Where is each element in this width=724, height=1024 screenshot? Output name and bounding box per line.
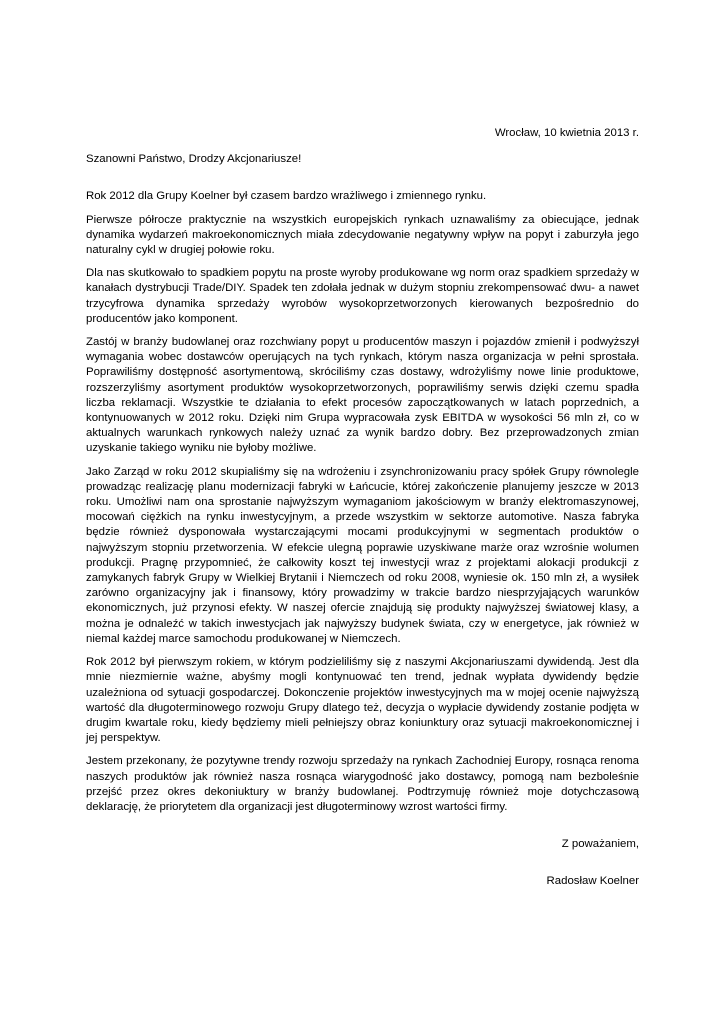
letter-page [86,126,639,890]
paragraph-6: Rok 2012 był pierwszym rokiem, w którym podzieliliśmy się z naszymi Akcjonariuszami dywidendą. Jest dla mnie niezmiernie ważne, abyśmy mogli kontynuować ten trend, jednak wypłata dywidendy będzie uzależniona od sytuacji gospodarczej. Dokonczenie projektów inwestycyjnych ma w mojej ocenie najwyższą wartość dla długoterminowego rozwoju Grupy dlatego też, decyzja o wypłacie dywidendy zostanie podjęta w drugim kwartale roku, kiedy będziemy mieli pełniejszy obraz koniunktury oraz sytuacji makroekonomicznej i jej perspektyw. [86,656,639,745]
paragraph-2: Pierwsze półrocze praktycznie na wszystkich europejskich rynkach uznawaliśmy za obiecujące, jednak dynamika wydarzeń makroekonomicznych miała zdecydowanie negatywny wpływ na popyt i zaburzyła jego naturalny cykl w drugiej połowie roku. [86,213,639,257]
letter-signature: Radosław Koelner [546,875,639,888]
paragraph-7: Jestem przekonany, że pozytywne trendy rozwoju sprzedaży na rynkach Zachodniej Europy, rosnąca renoma naszych produktów jak również nasza rosnąca wiarygodność jako dostawcy, pomogą nam bezboleśnie przejść przez okres dekoniuktury w branży budowlanej. Podtrzymuję również moje dotychczasową deklarację, że priorytetem dla organizacji jest długoterminowy wzrost wartości firmy. [86,755,639,813]
paragraph-4: Zastój w branży budowlanej oraz rozchwiany popyt u producentów maszyn i pojazdów zmienił i podwyższył wymagania wobec dostawców operujących na tych rynkach, którym nasza organizacja w pełni sprostała. Poprawiliśmy dostępność asortymentową, skróciliśmy czas dostawy, wdrożyliśmy nowe linie produktowe, rozszerzyliśmy asortyment produktów wysokoprzetworzonych, poprawiliśmy serwis dzięki czemu spadła liczba reklamacji. Wszystkie te działania to efekt procesów zapoczątkowanych w latach poprzednich, a kontynuowanych w 2012 roku. Dzięki nim Grupa wypracowała zysk EBITDA w wysokości 56 mln zł, co w aktualnych warunkach rynkowych należy uznać za wynik bardzo dobry. Bez przeprowadzonych zmian uzyskanie takiego wyniku nie byłoby możliwe. [86,336,639,455]
letter-date: Wrocław, 10 kwietnia 2013 r. [494,127,639,139]
paragraph-3: Dla nas skutkowało to spadkiem popytu na proste wyroby produkowane wg norm oraz spadkiem sprzedaży w kanałach dystrybucji Trade/DIY. Spadek ten zdołała jednak w dużym stopniu zrekompensować dwu- a nawet trzycyfrowa dynamika sprzedaży wyrobów wysokoprzetworzonych kierowanych bezpośrednio do producentów jako komponent. [86,267,639,325]
paragraph-5: Jako Zarząd w roku 2012 skupialiśmy się na wdrożeniu i zsynchronizowaniu pracy spółek Grupy równolegle prowadząc realizację planu modernizacji fabryki w Łańcucie, której zakończenie planujemy jeszcze w 2013 roku. Umożliwi nam ona sprostanie najwyższym wymaganiom jakościowym w branży elektromaszynowej, mocowań ciężkich na rynku inwestycyjnym, a przede wszystkim w sektorze automotive. Nasza fabryka będzie również dysponowała wystarczającymi mocami produkcyjnymi w segmentach produktów o najwyższym stopniu przetworzenia. W efekcie ulegną poprawie uzyskiwane marże oraz wzrośnie wolumen produkcji. Pragnę przypomnieć, że całkowity koszt tej inwestycji wraz z projektami alokacji produkcji z zamykanych fabryk Grupy w Wielkiej Brytanii i Niemczech od roku 2008, wyniesie ok. 150 mln zł, a wysiłek zarówno organizacyjny jak i finansowy, który prowadzimy w trakcie bardzo niesprzyjających warunków ekonomicznych, już przynosi efekty. W naszej ofercie znajdują się produkty najwyższej światowej klasy, a można je odnaleźć w takich inwestycjach jak najwyższy budynek świata, czy w energetyce, jak również w niemal każdej marce samochodu produkowanej w Niemczech. [86,465,639,645]
paragraph-1: Rok 2012 dla Grupy Koelner był czasem bardzo wrażliwego i zmiennego rynku. [86,190,487,203]
letter-greeting: Szanowni Państwo, Drodzy Akcjonariusze! [86,153,302,166]
letter-closing: Z poważaniem, [561,838,639,851]
